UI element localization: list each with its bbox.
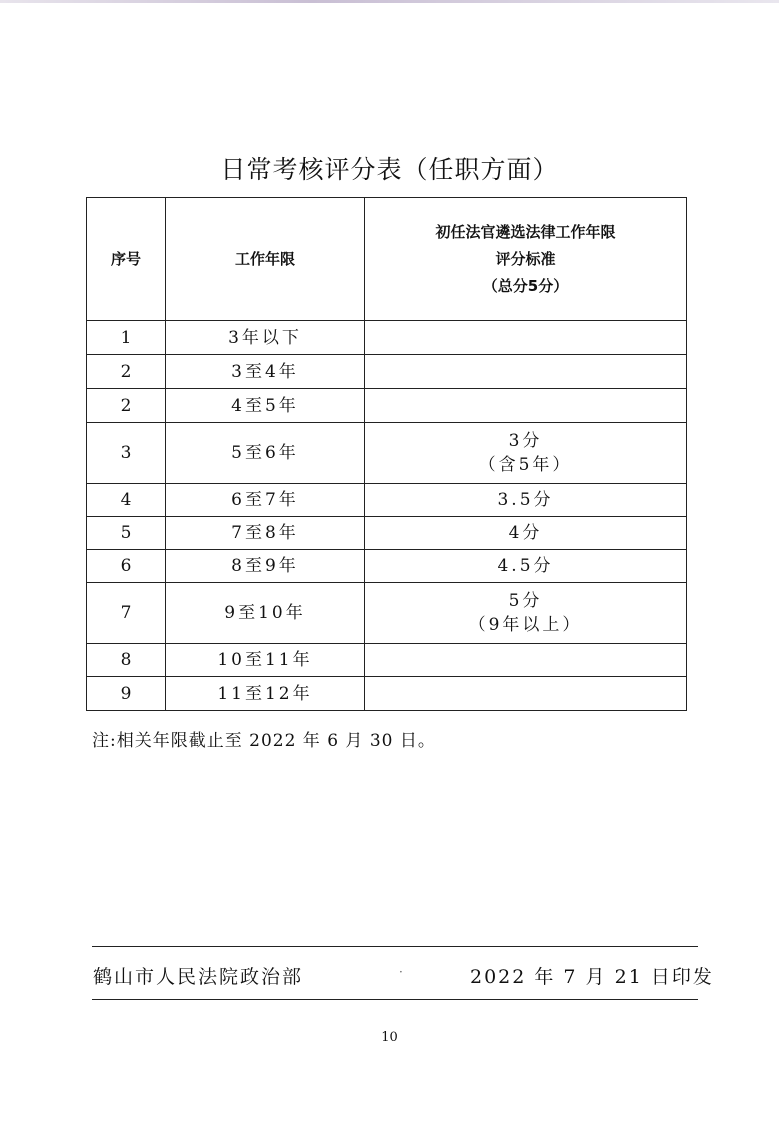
cell-years: 9至10年 bbox=[166, 583, 365, 644]
table-row bbox=[87, 389, 687, 423]
cell-score bbox=[365, 484, 687, 517]
cell-score bbox=[365, 423, 687, 484]
cell-years: 4至5年 bbox=[166, 389, 365, 423]
table-body bbox=[87, 321, 687, 711]
header-score-line: （总分5分） bbox=[482, 276, 569, 295]
footnote: 注:相关年限截止至 2022 年 6 月 30 日。 bbox=[92, 731, 436, 751]
score-line: 5分 bbox=[508, 591, 543, 611]
cell-score bbox=[365, 550, 687, 583]
cell-seq: 8 bbox=[87, 644, 166, 677]
table-row bbox=[87, 484, 687, 517]
header-seq: 序号 bbox=[87, 198, 166, 321]
cell-seq: 2 bbox=[87, 389, 166, 423]
table-row bbox=[87, 517, 687, 550]
table-row bbox=[87, 644, 687, 677]
score-line: （含5年） bbox=[478, 455, 573, 475]
cell-years: 11至12年 bbox=[166, 677, 365, 711]
page-number: 10 bbox=[381, 1030, 398, 1045]
cell-seq: 6 bbox=[87, 550, 166, 583]
cell-score bbox=[365, 355, 687, 389]
cell-score bbox=[365, 677, 687, 711]
cell-years: 6至7年 bbox=[166, 484, 365, 517]
cell-years: 3年以下 bbox=[166, 321, 365, 355]
cell-years: 8至9年 bbox=[166, 550, 365, 583]
header-score bbox=[365, 198, 687, 321]
cell-score bbox=[365, 389, 687, 423]
score-line: 4.5分 bbox=[497, 556, 554, 576]
score-line: 3分 bbox=[508, 431, 543, 451]
score-table bbox=[86, 197, 687, 711]
score-line: 4分 bbox=[508, 523, 543, 543]
cell-seq: 3 bbox=[87, 423, 166, 484]
cell-score bbox=[365, 517, 687, 550]
header-score-line: 初任法官遴选法律工作年限 bbox=[435, 222, 616, 241]
cell-years: 3至4年 bbox=[166, 355, 365, 389]
table-row bbox=[87, 677, 687, 711]
score-line: 3.5分 bbox=[497, 490, 554, 510]
table-row bbox=[87, 355, 687, 389]
cell-seq: 7 bbox=[87, 583, 166, 644]
cell-seq: 1 bbox=[87, 321, 166, 355]
score-line: （9年以上） bbox=[468, 615, 583, 635]
document-title: 日常考核评分表（任职方面） bbox=[220, 155, 559, 184]
table-row bbox=[87, 423, 687, 484]
table-header-row bbox=[87, 198, 687, 321]
footer-top-rule bbox=[92, 946, 698, 947]
cell-seq: 9 bbox=[87, 677, 166, 711]
issuing-organization: 鹤山市人民法院政治部 bbox=[93, 966, 304, 988]
cell-seq: 4 bbox=[87, 484, 166, 517]
header-years: 工作年限 bbox=[166, 198, 365, 321]
table-row bbox=[87, 321, 687, 355]
table-row bbox=[87, 583, 687, 644]
issue-date: 2022 年 7 月 21 日印发 bbox=[470, 966, 714, 988]
cell-seq: 5 bbox=[87, 517, 166, 550]
footer-bottom-rule bbox=[92, 999, 698, 1000]
cell-score bbox=[365, 583, 687, 644]
header-score-line: 评分标准 bbox=[495, 249, 556, 268]
table-row bbox=[87, 550, 687, 583]
cell-years: 7至8年 bbox=[166, 517, 365, 550]
cell-seq: 2 bbox=[87, 355, 166, 389]
cell-years: 5至6年 bbox=[166, 423, 365, 484]
cell-score bbox=[365, 321, 687, 355]
scan-top-edge bbox=[0, 0, 779, 3]
cell-years: 10至11年 bbox=[166, 644, 365, 677]
footer-dot: · bbox=[399, 965, 403, 979]
cell-score bbox=[365, 644, 687, 677]
